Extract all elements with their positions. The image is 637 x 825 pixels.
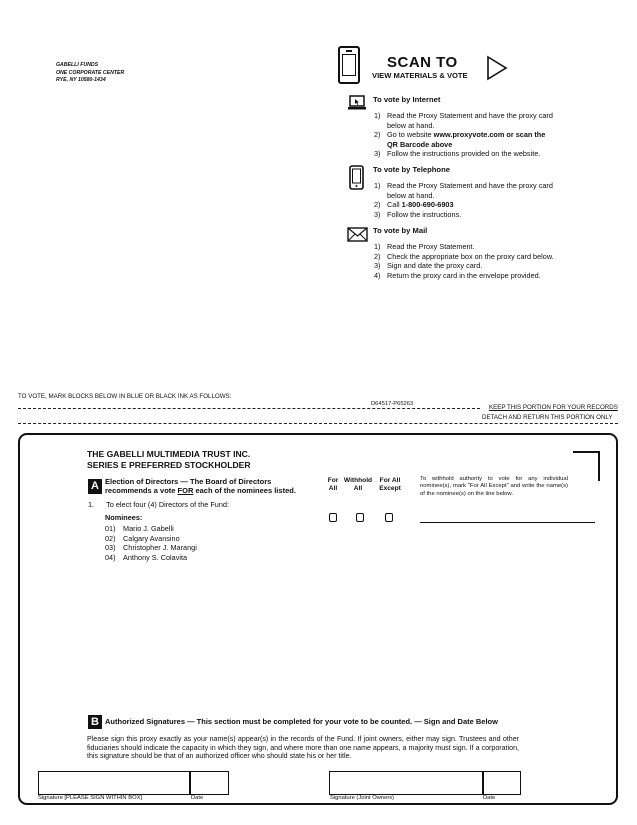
list-item: 4) Return the proxy card in the envelope provided. <box>374 270 541 280</box>
list-item: below at hand. <box>387 120 435 130</box>
joint-date-box[interactable] <box>483 771 521 795</box>
control-code: D64517-P65263 <box>371 401 414 407</box>
signature-label: Signature [PLEASE SIGN WITHIN BOX] <box>38 795 143 801</box>
internet-heading: To vote by Internet <box>373 95 441 104</box>
address-line: ONE CORPORATE CENTER <box>56 69 125 76</box>
signature-box[interactable] <box>38 771 190 795</box>
list-item: 01) Mario J. Gabelli <box>105 524 174 533</box>
internet-steps <box>374 111 553 159</box>
date-label: Date <box>191 795 204 801</box>
keep-portion-label: KEEP THIS PORTION FOR YOUR RECORDS <box>489 404 618 411</box>
list-item: 1) Read the Proxy Statement. <box>374 242 475 251</box>
section-b-instructions: Please sign this proxy exactly as your name(s) appear(s) in the records of the Fund. If joint owners, either may sign. Trustees and other fiduciaries should indicate the capacity in which they sign, and where more than one name appears, a majority must sign. If a corporation, this signature should be that of an authorized officer who should state his or her title. <box>87 735 519 761</box>
col-withhold-all: Withhold All <box>343 477 373 492</box>
fund-title <box>87 449 251 471</box>
smartphone-icon <box>338 46 360 84</box>
nominees-list <box>105 524 197 562</box>
mail-steps <box>374 242 554 280</box>
for-all-except-checkbox[interactable] <box>385 513 393 522</box>
address-line: GABELLI FUNDS <box>56 62 99 68</box>
except-nominee-line[interactable] <box>420 522 595 523</box>
return-address <box>56 62 124 85</box>
list-item: 04) Anthony S. Colavita <box>105 552 188 562</box>
list-item: 02) Calgary Avansino <box>105 533 180 543</box>
scan-title: SCAN TO <box>387 54 458 71</box>
list-item: 3) Sign and date the proxy card. <box>374 261 483 271</box>
corner-mark <box>573 451 600 481</box>
fund-series: SERIES E PREFERRED STOCKHOLDER <box>87 460 251 470</box>
withhold-all-checkbox[interactable] <box>356 513 364 522</box>
telephone-steps <box>374 181 553 219</box>
phone-icon <box>349 165 364 190</box>
joint-signature-label: Signature (Joint Owners) <box>330 795 395 801</box>
section-b-badge: B <box>88 715 102 729</box>
divider <box>18 408 480 409</box>
col-for-all-except: For All Except <box>379 477 401 492</box>
list-item: 1) Read the Proxy Statement and have the proxy card <box>374 111 553 120</box>
joint-date-label: Date <box>483 795 496 801</box>
list-item: 2) Go to website www.proxyvote.com or scan the <box>374 130 546 140</box>
detach-portion-label: DETACH AND RETURN THIS PORTION ONLY <box>482 414 613 421</box>
list-item: 2) Call 1-800-690-6903 <box>374 200 454 210</box>
detach-line <box>18 423 618 424</box>
website-link[interactable]: www.proxyvote.com or scan the <box>433 130 546 140</box>
col-for-all: For All <box>327 477 339 492</box>
nominees-heading: Nominees: <box>105 513 143 522</box>
mark-instructions: TO VOTE, MARK BLOCKS BELOW IN BLUE OR BLACK INK AS FOLLOWS: <box>18 393 232 400</box>
list-item: 03) Christopher J. Marangi <box>105 543 197 553</box>
list-item: QR Barcode above <box>387 139 453 149</box>
list-item: 1) Read the Proxy Statement and have the proxy card <box>374 181 553 190</box>
list-item: 3) Follow the instructions provided on the website. <box>374 149 541 159</box>
proposal-item: 1. To elect four (4) Directors of the Fund: <box>88 500 230 509</box>
list-item: 3) Follow the instructions. <box>374 209 462 219</box>
telephone-heading: To vote by Telephone <box>373 165 450 174</box>
section-a-badge: A <box>88 479 102 494</box>
joint-signature-box[interactable] <box>329 771 483 795</box>
for-all-checkbox[interactable] <box>329 513 337 522</box>
mail-heading: To vote by Mail <box>373 226 428 235</box>
section-b-title: Authorized Signatures — This section must be completed for your vote to be counted. — Sign and Date Below <box>105 717 498 726</box>
laptop-icon <box>347 95 367 111</box>
withhold-instructions: To withhold authority to vote for any individual nominee(s), mark "For All Except" and write the name(s) of the nominee(s) on the line below. <box>420 476 568 497</box>
scan-subtitle: VIEW MATERIALS & VOTE <box>372 71 468 80</box>
date-box[interactable] <box>190 771 229 795</box>
envelope-icon <box>347 227 368 242</box>
address-line: RYE, NY 10580-1434 <box>56 77 106 83</box>
list-item: below at hand. <box>387 190 435 200</box>
list-item: 2) Check the appropriate box on the proxy card below. <box>374 251 554 261</box>
fund-name: THE GABELLI MULTIMEDIA TRUST INC. <box>87 449 251 459</box>
section-a-title: Election of Directors — The Board of Directors recommends a vote FOR each of the nominees listed. <box>105 477 296 495</box>
phone-number[interactable]: 1-800-690-6903 <box>401 200 454 210</box>
play-arrow-icon <box>486 55 508 81</box>
